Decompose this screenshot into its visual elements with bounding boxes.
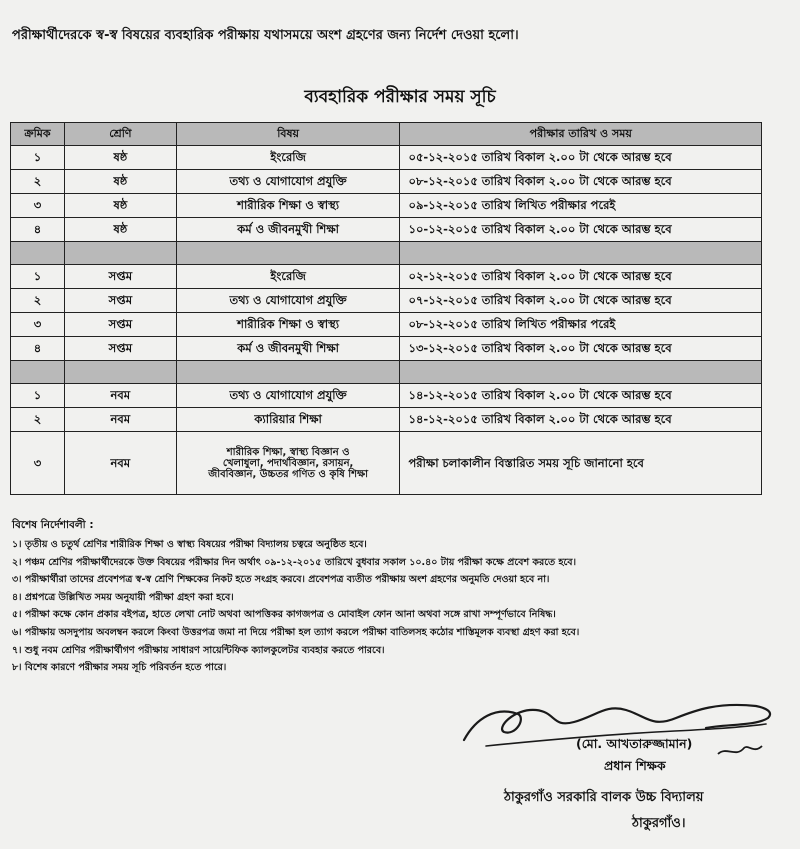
table-row [11,432,762,495]
subject-cell: ক্যারিয়ার শিক্ষা [176,408,400,432]
subject-cell: কর্ম ও জীবনমুখী শিক্ষা [176,337,400,361]
class-cell: ষষ্ঠ [64,170,176,194]
instruction-item: ৭। শুধু নবম শ্রেণির পরীক্ষার্থীগণ পরীক্ষায় সাধারণ সায়েন্টিফিক ক্যালকুলেটর ব্যবহার করতে পারবে। [12,644,385,656]
instruction-item: ৩। পরীক্ষার্থীরা তাদের প্রবেশপত্র স্ব-স্ব শ্রেণি শিক্ষকের নিকট হতে সংগ্রহ করবে। প্রবেশপত্র ব্যতীত পরীক্ষায় অংশ গ্রহণের অনুমতি দেওয়া হবে না। [12,574,550,586]
signatory-designation: প্রধান শিক্ষক [604,758,666,773]
serial-cell: ৪ [11,218,65,242]
header-schedule: পরীক্ষার তারিখ ও সময় [400,123,762,146]
table-row [11,408,762,432]
intro-text: পরীক্ষার্থীদেরকে স্ব-স্ব বিষয়ের ব্যবহারিক পরীক্ষায় যথাসময়ে অংশ গ্রহণের জন্য নির্দেশ দেওয়া হলো। [12,28,519,43]
instruction-item: ১। তৃতীয় ও চতুর্থ শ্রেণির শারীরিক শিক্ষা ও স্বাস্থ্য বিষয়ের পরীক্ষা বিদ্যালয় চত্বরে অনুষ্ঠিত হবে। [12,539,367,550]
schedule-cell: ০৮-১২-২০১৫ তারিখ লিখিত পরীক্ষার পরেই [400,313,762,337]
subject-cell: তথ্য ও যোগাযোগ প্রযুক্তি [176,170,400,194]
class-cell: সপ্তম [64,313,176,337]
schedule-table-body [11,146,762,495]
subject-cell: ইংরেজি [176,265,400,289]
instruction-item: ২। পঞ্চম শ্রেণির পরীক্ষার্থীদেরকে উক্ত বিষয়ের পরীক্ষার দিন অর্থাৎ ০৯-১২-২০১৫ তারিখে বুধবার সকাল ১০.৪০ টায় পরীক্ষা কক্ষে প্রবেশ করতে হবে। [12,556,576,568]
table-header-row [11,123,762,146]
serial-cell: ২ [11,289,65,313]
subject-line: খেলাধুলা, পদার্থবিজ্ঞান, রসায়ন, [222,457,354,469]
serial-cell: ৪ [11,337,65,361]
schedule-cell: ০৫-১২-২০১৫ তারিখ বিকাল ২.০০ টা থেকে আরম্ভ হবে [400,146,762,170]
group-separator-row [11,242,762,265]
separator-cell [176,242,400,265]
schedule-title: ব্যবহারিক পরীক্ষার সময় সূচি [304,87,496,107]
class-cell: নবম [64,432,176,495]
table-row [11,313,762,337]
schedule-cell: ১০-১২-২০১৫ তারিখ বিকাল ২.০০ টা থেকে আরম্ভ হবে [400,218,762,242]
schedule-cell: ১৪-১২-২০১৫ তারিখ বিকাল ২.০০ টা থেকে আরম্ভ হবে [400,384,762,408]
instruction-item: ৬। পরীক্ষায় অসদুপায় অবলম্বন করলে কিংবা উত্তরপত্র জমা না দিয়ে পরীক্ষা হল ত্যাগ করলে পরীক্ষা বাতিলসহ কঠোর শাস্তিমূলক ব্যবস্থা গ্রহণ করা হবে। [12,626,580,638]
table-row [11,218,762,242]
serial-cell: ৩ [11,432,65,495]
schedule-cell: পরীক্ষা চলাকালীন বিস্তারিত সময় সূচি জানানো হবে [400,432,762,495]
signatory-name: (মো. আখতারুজ্জামান) [576,736,693,751]
serial-cell: ১ [11,146,65,170]
serial-cell: ২ [11,170,65,194]
instruction-item: ৫। পরীক্ষা কক্ষে কোন প্রকার বইপত্র, হাতে লেখা নোট অথবা আপত্তিকর কাগজপত্র ও মোবাইল ফোন আনা অথবা সঙ্গে রাখা সম্পূর্ণভাবে নিষিদ্ধ। [12,609,556,621]
group-separator-row [11,361,762,384]
serial-cell: ১ [11,265,65,289]
subject-cell: তথ্য ও যোগাযোগ প্রযুক্তি [176,289,400,313]
instruction-item: ৮। বিশেষ কারণে পরীক্ষার সময় সূচি পরিবর্তন হতে পারে। [12,662,227,674]
table-row [11,170,762,194]
table-row [11,289,762,313]
instruction-item: ৪। প্রশ্নপত্রে উল্লিখিত সময় অনুযায়ী পরীক্ষা গ্রহণ করা হবে। [12,591,234,603]
separator-cell [11,361,65,384]
serial-cell: ৩ [11,194,65,218]
table-row [11,265,762,289]
header-serial: ক্রমিক [11,123,65,146]
table-row [11,384,762,408]
separator-cell [64,361,176,384]
subject-cell: শারীরিক শিক্ষা ও স্বাস্থ্য [176,194,400,218]
subject-cell: শারীরিক শিক্ষা ও স্বাস্থ্য [176,313,400,337]
class-cell: ষষ্ঠ [64,146,176,170]
subject-cell: ইংরেজি [176,146,400,170]
special-instructions [12,518,792,679]
school-name: ঠাকুরগাঁও সরকারি বালক উচ্চ বিদ্যালয় [504,790,704,805]
class-cell: ষষ্ঠ [64,194,176,218]
separator-cell [400,361,762,384]
class-cell: নবম [64,384,176,408]
class-cell: সপ্তম [64,289,176,313]
schedule-cell: ০৯-১২-২০১৫ তারিখ লিখিত পরীক্ষার পরেই [400,194,762,218]
signature-block [456,688,776,838]
schedule-cell: ০২-১২-২০১৫ তারিখ বিকাল ২.০০ টা থেকে আরম্ভ হবে [400,265,762,289]
subject-line: শারীরিক শিক্ষা, স্বাস্থ্য বিজ্ঞান ও [226,446,350,458]
town-name: ঠাকুরগাঁও। [632,816,686,831]
instructions-heading: বিশেষ নির্দেশাবলী : [12,519,94,531]
serial-cell: ২ [11,408,65,432]
serial-cell: ৩ [11,313,65,337]
table-row [11,146,762,170]
schedule-cell: ১৪-১২-২০১৫ তারিখ বিকাল ২.০০ টা থেকে আরম্ভ হবে [400,408,762,432]
class-cell: সপ্তম [64,265,176,289]
serial-cell: ১ [11,384,65,408]
handwritten-signature-icon [456,688,776,768]
table-row [11,194,762,218]
class-cell: সপ্তম [64,337,176,361]
header-subject: বিষয় [176,123,400,146]
instructions-list [12,538,792,679]
schedule-cell: ০৭-১২-২০১৫ তারিখ বিকাল ২.০০ টা থেকে আরম্ভ হবে [400,289,762,313]
subject-cell: তথ্য ও যোগাযোগ প্রযুক্তি [176,384,400,408]
separator-cell [176,361,400,384]
subject-line: জীববিজ্ঞান, উচ্চতর গণিত ও কৃষি শিক্ষা [208,468,369,480]
table-row [11,337,762,361]
schedule-cell: ০৮-১২-২০১৫ তারিখ বিকাল ২.০০ টা থেকে আরম্ভ হবে [400,170,762,194]
separator-cell [11,242,65,265]
schedule-cell: ১৩-১২-২০১৫ তারিখ বিকাল ২.০০ টা থেকে আরম্ভ হবে [400,337,762,361]
separator-cell [64,242,176,265]
subject-cell: কর্ম ও জীবনমুখী শিক্ষা [176,218,400,242]
class-cell: নবম [64,408,176,432]
header-class: শ্রেণি [64,123,176,146]
separator-cell [400,242,762,265]
class-cell: ষষ্ঠ [64,218,176,242]
schedule-table [10,122,762,495]
subject-cell [176,432,400,495]
